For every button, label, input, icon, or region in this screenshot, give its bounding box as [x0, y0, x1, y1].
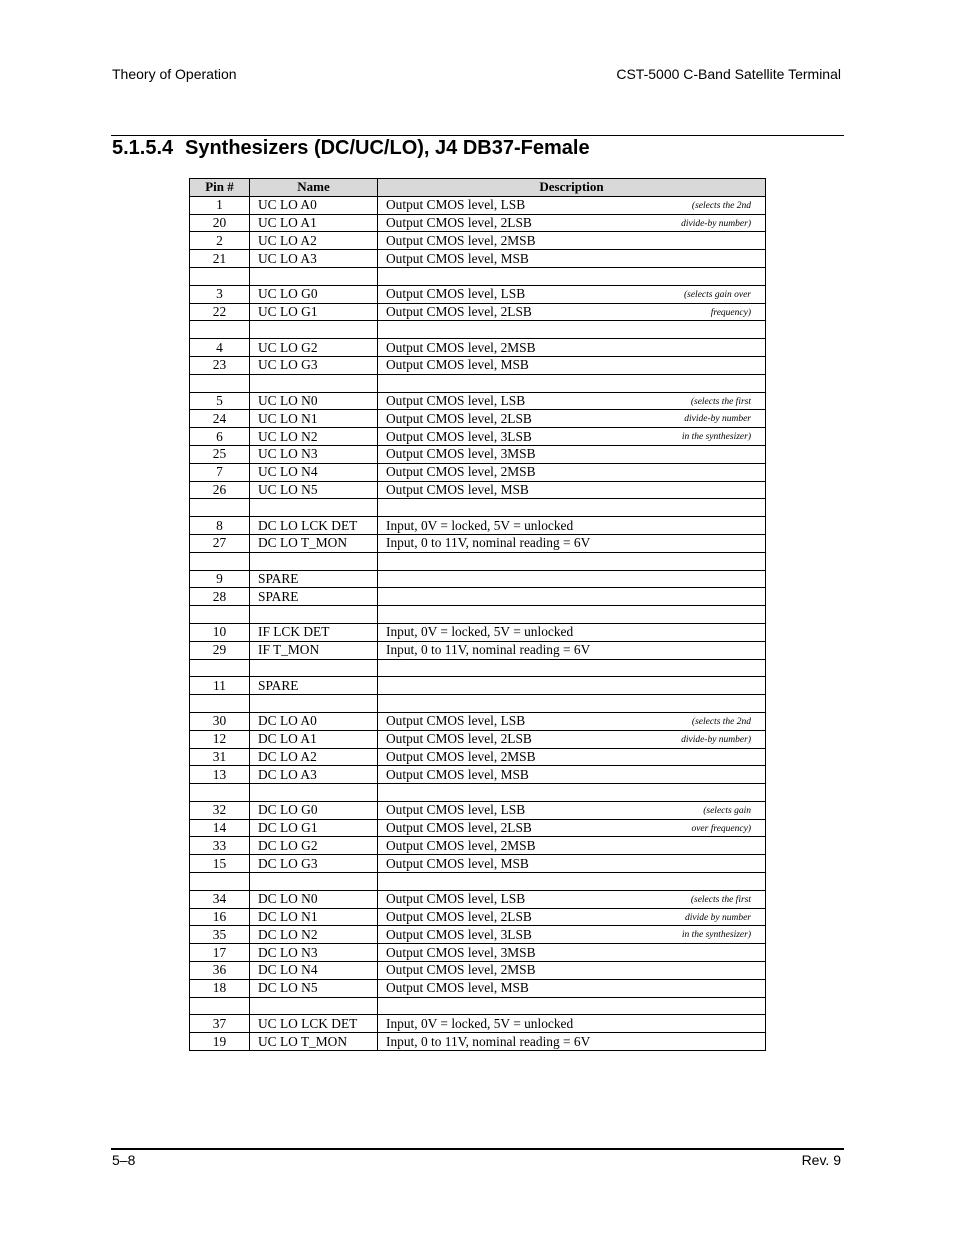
- table-row: [190, 1033, 766, 1051]
- description-note: divide-by number): [681, 734, 751, 745]
- pin-cell: 20: [190, 214, 250, 232]
- table-row: [190, 997, 766, 1015]
- description-text: Output CMOS level, 2MSB: [386, 962, 536, 978]
- pin-cell: [190, 374, 250, 392]
- name-cell: SPARE: [250, 588, 378, 606]
- description-cell: [378, 659, 766, 677]
- description-text: Output CMOS level, 2LSB: [386, 909, 532, 925]
- table-row: [190, 819, 766, 837]
- table-row: [190, 659, 766, 677]
- section-heading: [112, 137, 590, 160]
- description-cell: [378, 321, 766, 339]
- description-cell: [378, 766, 766, 784]
- description-text: Output CMOS level, 2LSB: [386, 303, 532, 319]
- name-cell: [250, 784, 378, 802]
- pin-cell: 30: [190, 712, 250, 730]
- table-row: [190, 926, 766, 944]
- description-cell: [378, 695, 766, 713]
- table-row: [190, 374, 766, 392]
- description-text: Output CMOS level, 2MSB: [386, 837, 536, 853]
- pinout-table: [189, 178, 766, 1051]
- description-cell: [378, 944, 766, 962]
- table-row: [190, 534, 766, 552]
- table-row: [190, 570, 766, 588]
- pin-cell: 35: [190, 926, 250, 944]
- pin-cell: 14: [190, 819, 250, 837]
- pin-cell: [190, 695, 250, 713]
- pin-cell: 37: [190, 1015, 250, 1033]
- pin-cell: 18: [190, 979, 250, 997]
- pin-cell: 21: [190, 250, 250, 268]
- pin-cell: 33: [190, 837, 250, 855]
- name-cell: DC LO G1: [250, 819, 378, 837]
- description-text: Output CMOS level, LSB: [386, 891, 526, 907]
- pin-cell: 3: [190, 285, 250, 303]
- description-text: Output CMOS level, 3MSB: [386, 446, 536, 462]
- pin-cell: 19: [190, 1033, 250, 1051]
- pin-cell: [190, 784, 250, 802]
- name-cell: UC LO N4: [250, 463, 378, 481]
- name-cell: DC LO N1: [250, 908, 378, 926]
- name-cell: [250, 374, 378, 392]
- header-rule: [111, 135, 844, 136]
- pin-cell: 6: [190, 428, 250, 446]
- description-text: Input, 0 to 11V, nominal reading = 6V: [386, 642, 591, 658]
- description-note: (selects gain: [703, 805, 751, 816]
- name-cell: DC LO A1: [250, 730, 378, 748]
- pin-cell: 26: [190, 481, 250, 499]
- description-cell: [378, 873, 766, 891]
- table-row: [190, 410, 766, 428]
- description-text: Output CMOS level, MSB: [386, 766, 529, 782]
- description-cell: [378, 588, 766, 606]
- name-cell: DC LO T_MON: [250, 534, 378, 552]
- pin-cell: 36: [190, 962, 250, 980]
- description-cell: [378, 926, 766, 944]
- pin-cell: 24: [190, 410, 250, 428]
- pin-cell: 8: [190, 517, 250, 535]
- name-cell: DC LO LCK DET: [250, 517, 378, 535]
- description-note: in the synthesizer): [681, 432, 751, 443]
- description-note: in the synthesizer): [681, 930, 751, 941]
- description-cell: [378, 855, 766, 873]
- table-row: [190, 321, 766, 339]
- table-row: [190, 712, 766, 730]
- pin-cell: 9: [190, 570, 250, 588]
- name-cell: [250, 267, 378, 285]
- description-text: Output CMOS level, 2LSB: [386, 410, 532, 426]
- description-cell: [378, 801, 766, 819]
- description-text: Output CMOS level, MSB: [386, 250, 529, 266]
- description-cell: [378, 784, 766, 802]
- name-cell: UC LO A0: [250, 196, 378, 214]
- description-text: Output CMOS level, MSB: [386, 357, 529, 373]
- name-cell: [250, 499, 378, 517]
- description-note: divide-by number: [684, 414, 751, 425]
- name-cell: UC LO N2: [250, 428, 378, 446]
- table-row: [190, 356, 766, 374]
- table-header-row: [190, 179, 766, 197]
- table-row: [190, 481, 766, 499]
- name-cell: SPARE: [250, 570, 378, 588]
- description-cell: [378, 499, 766, 517]
- pin-cell: [190, 267, 250, 285]
- description-text: Output CMOS level, LSB: [386, 392, 526, 408]
- pin-cell: 22: [190, 303, 250, 321]
- pin-cell: [190, 552, 250, 570]
- pin-cell: [190, 606, 250, 624]
- table-row: [190, 588, 766, 606]
- description-note: (selects the 2nd: [691, 716, 751, 727]
- running-header-right: CST-5000 C-Band Satellite Terminal: [616, 66, 841, 82]
- table-row: [190, 463, 766, 481]
- table-row: [190, 552, 766, 570]
- description-text: Output CMOS level, MSB: [386, 980, 529, 996]
- name-cell: [250, 552, 378, 570]
- description-note: (selects the first: [690, 396, 751, 407]
- name-cell: UC LO G0: [250, 285, 378, 303]
- description-cell: [378, 962, 766, 980]
- table-row: [190, 908, 766, 926]
- description-cell: [378, 837, 766, 855]
- pin-cell: 17: [190, 944, 250, 962]
- description-cell: [378, 517, 766, 535]
- footer-rule: [111, 1148, 844, 1150]
- description-cell: [378, 997, 766, 1015]
- name-cell: DC LO N5: [250, 979, 378, 997]
- table-row: [190, 641, 766, 659]
- description-cell: [378, 641, 766, 659]
- name-cell: [250, 606, 378, 624]
- description-cell: [378, 303, 766, 321]
- column-header-description: Description: [378, 179, 766, 197]
- description-text: Output CMOS level, 2MSB: [386, 748, 536, 764]
- table-row: [190, 730, 766, 748]
- column-header-pin: Pin #: [190, 179, 250, 197]
- pin-cell: 1: [190, 196, 250, 214]
- table-row: [190, 766, 766, 784]
- description-cell: [378, 428, 766, 446]
- table-row: [190, 695, 766, 713]
- description-cell: [378, 979, 766, 997]
- description-cell: [378, 1033, 766, 1051]
- description-cell: [378, 606, 766, 624]
- section-title: Synthesizers (DC/UC/LO), J4 DB37-Female: [185, 137, 590, 159]
- name-cell: UC LO T_MON: [250, 1033, 378, 1051]
- name-cell: IF LCK DET: [250, 623, 378, 641]
- name-cell: UC LO N1: [250, 410, 378, 428]
- table-row: [190, 267, 766, 285]
- name-cell: UC LO N3: [250, 445, 378, 463]
- description-cell: [378, 677, 766, 695]
- description-cell: [378, 232, 766, 250]
- description-cell: [378, 712, 766, 730]
- name-cell: UC LO A3: [250, 250, 378, 268]
- name-cell: [250, 695, 378, 713]
- table-row: [190, 801, 766, 819]
- description-text: Output CMOS level, 2MSB: [386, 464, 536, 480]
- pin-cell: 23: [190, 356, 250, 374]
- name-cell: UC LO A2: [250, 232, 378, 250]
- table-row: [190, 873, 766, 891]
- description-cell: [378, 410, 766, 428]
- table-row: [190, 445, 766, 463]
- table-row: [190, 517, 766, 535]
- table-row: [190, 890, 766, 908]
- table-row: [190, 214, 766, 232]
- name-cell: DC LO N2: [250, 926, 378, 944]
- description-text: Output CMOS level, LSB: [386, 197, 526, 213]
- description-text: Output CMOS level, MSB: [386, 481, 529, 497]
- table-row: [190, 748, 766, 766]
- pin-cell: 28: [190, 588, 250, 606]
- description-cell: [378, 730, 766, 748]
- table-row: [190, 962, 766, 980]
- table-row: [190, 303, 766, 321]
- description-cell: [378, 339, 766, 357]
- pin-cell: 16: [190, 908, 250, 926]
- revision-label: Rev. 9: [801, 1152, 841, 1168]
- description-note: divide-by number): [681, 218, 751, 229]
- table-row: [190, 1015, 766, 1033]
- pin-cell: [190, 997, 250, 1015]
- description-text: Output CMOS level, LSB: [386, 802, 526, 818]
- name-cell: [250, 321, 378, 339]
- pin-cell: 7: [190, 463, 250, 481]
- pin-cell: 34: [190, 890, 250, 908]
- pin-cell: 25: [190, 445, 250, 463]
- table-row: [190, 196, 766, 214]
- name-cell: UC LO A1: [250, 214, 378, 232]
- description-text: Output CMOS level, LSB: [386, 713, 526, 729]
- table-row: [190, 855, 766, 873]
- table-row: [190, 339, 766, 357]
- description-cell: [378, 445, 766, 463]
- table-row: [190, 837, 766, 855]
- description-text: Output CMOS level, 3LSB: [386, 926, 532, 942]
- description-cell: [378, 1015, 766, 1033]
- table-row: [190, 784, 766, 802]
- table-row: [190, 944, 766, 962]
- pin-cell: [190, 499, 250, 517]
- name-cell: DC LO N4: [250, 962, 378, 980]
- pin-cell: 31: [190, 748, 250, 766]
- name-cell: [250, 873, 378, 891]
- description-note: over frequency): [691, 823, 751, 834]
- pin-cell: 12: [190, 730, 250, 748]
- description-text: Input, 0V = locked, 5V = unlocked: [386, 624, 574, 640]
- description-text: Output CMOS level, MSB: [386, 855, 529, 871]
- pinout-table-body: [190, 196, 766, 1050]
- description-text: Output CMOS level, 2LSB: [386, 820, 532, 836]
- description-cell: [378, 908, 766, 926]
- description-note: frequency): [710, 307, 751, 318]
- name-cell: SPARE: [250, 677, 378, 695]
- pin-cell: 27: [190, 534, 250, 552]
- name-cell: DC LO N0: [250, 890, 378, 908]
- description-cell: [378, 552, 766, 570]
- running-header-left: Theory of Operation: [112, 66, 237, 82]
- description-cell: [378, 374, 766, 392]
- description-cell: [378, 214, 766, 232]
- description-cell: [378, 890, 766, 908]
- table-row: [190, 285, 766, 303]
- page-number: 5–8: [112, 1152, 136, 1168]
- description-text: Input, 0 to 11V, nominal reading = 6V: [386, 1033, 591, 1049]
- description-text: Input, 0 to 11V, nominal reading = 6V: [386, 535, 591, 551]
- description-cell: [378, 196, 766, 214]
- table-row: [190, 623, 766, 641]
- name-cell: DC LO G2: [250, 837, 378, 855]
- description-text: Output CMOS level, 2MSB: [386, 232, 536, 248]
- section-number: 5.1.5.4: [112, 137, 174, 159]
- table-row: [190, 677, 766, 695]
- name-cell: UC LO LCK DET: [250, 1015, 378, 1033]
- description-text: Input, 0V = locked, 5V = unlocked: [386, 1015, 574, 1031]
- name-cell: DC LO A0: [250, 712, 378, 730]
- description-cell: [378, 481, 766, 499]
- description-cell: [378, 748, 766, 766]
- description-text: Input, 0V = locked, 5V = unlocked: [386, 517, 574, 533]
- description-cell: [378, 623, 766, 641]
- name-cell: [250, 997, 378, 1015]
- name-cell: UC LO G1: [250, 303, 378, 321]
- description-note: (selects the 2nd: [691, 200, 751, 211]
- column-header-name: Name: [250, 179, 378, 197]
- description-text: Output CMOS level, LSB: [386, 286, 526, 302]
- pin-cell: 13: [190, 766, 250, 784]
- table-row: [190, 499, 766, 517]
- description-cell: [378, 285, 766, 303]
- description-text: Output CMOS level, 2MSB: [386, 339, 536, 355]
- table-row: [190, 392, 766, 410]
- pin-cell: 29: [190, 641, 250, 659]
- description-cell: [378, 463, 766, 481]
- pin-cell: 10: [190, 623, 250, 641]
- pin-cell: 2: [190, 232, 250, 250]
- pin-cell: [190, 659, 250, 677]
- pin-cell: 11: [190, 677, 250, 695]
- description-text: Output CMOS level, 3LSB: [386, 428, 532, 444]
- name-cell: DC LO G0: [250, 801, 378, 819]
- pin-cell: [190, 321, 250, 339]
- description-cell: [378, 819, 766, 837]
- name-cell: DC LO A3: [250, 766, 378, 784]
- name-cell: UC LO N5: [250, 481, 378, 499]
- table-row: [190, 979, 766, 997]
- name-cell: DC LO A2: [250, 748, 378, 766]
- name-cell: [250, 659, 378, 677]
- description-cell: [378, 250, 766, 268]
- table-row: [190, 232, 766, 250]
- pin-cell: 15: [190, 855, 250, 873]
- name-cell: UC LO G2: [250, 339, 378, 357]
- name-cell: DC LO N3: [250, 944, 378, 962]
- name-cell: UC LO N0: [250, 392, 378, 410]
- name-cell: IF T_MON: [250, 641, 378, 659]
- description-cell: [378, 534, 766, 552]
- pin-cell: 5: [190, 392, 250, 410]
- table-row: [190, 428, 766, 446]
- description-note: (selects gain over: [683, 289, 751, 300]
- description-note: divide by number: [685, 912, 751, 923]
- description-cell: [378, 570, 766, 588]
- description-text: Output CMOS level, 3MSB: [386, 944, 536, 960]
- table-row: [190, 250, 766, 268]
- description-text: Output CMOS level, 2LSB: [386, 214, 532, 230]
- description-cell: [378, 356, 766, 374]
- pin-cell: 4: [190, 339, 250, 357]
- description-note: (selects the first: [690, 894, 751, 905]
- table-row: [190, 606, 766, 624]
- pin-cell: [190, 873, 250, 891]
- description-cell: [378, 267, 766, 285]
- description-cell: [378, 392, 766, 410]
- name-cell: UC LO G3: [250, 356, 378, 374]
- name-cell: DC LO G3: [250, 855, 378, 873]
- pin-cell: 32: [190, 801, 250, 819]
- description-text: Output CMOS level, 2LSB: [386, 731, 532, 747]
